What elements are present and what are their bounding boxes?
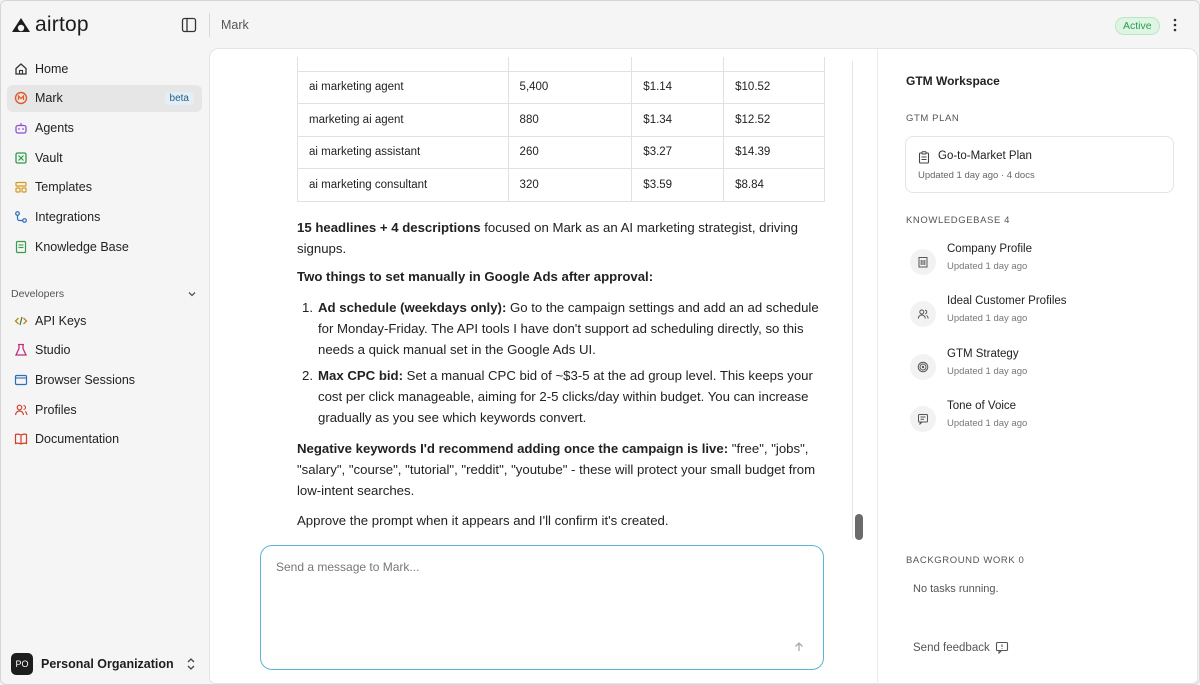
scrollbar-track[interactable] <box>852 61 853 539</box>
kb-item-ideal-customer-profiles[interactable] <box>910 295 1180 331</box>
table-row <box>298 57 825 71</box>
table-row <box>298 104 825 137</box>
keyword-cell: ai marketing assistant <box>298 136 509 169</box>
sidebar-item-label: Documentation <box>35 432 120 447</box>
cpc-low-cell: $3.27 <box>632 136 724 169</box>
keyword-table <box>297 57 825 202</box>
users-icon <box>910 301 936 327</box>
code-icon <box>13 313 28 328</box>
kb-item-meta: Updated 1 day ago <box>947 366 1028 377</box>
sidebar-item-profiles[interactable] <box>7 396 202 423</box>
cpc-low-cell: $3.59 <box>632 169 724 202</box>
kb-item-name: GTM Strategy <box>947 348 1019 360</box>
more-vertical-icon[interactable] <box>1169 17 1181 33</box>
docs-icon <box>13 432 28 447</box>
sidebar-item-mark[interactable] <box>7 85 202 112</box>
cpc-high-cell: $14.39 <box>724 136 825 169</box>
vault-icon <box>13 150 28 165</box>
sidebar-item-api-keys[interactable] <box>7 307 202 334</box>
table-row <box>298 169 825 202</box>
org-avatar: PO <box>11 653 33 675</box>
send-button[interactable] <box>790 638 808 656</box>
feedback-icon <box>995 641 1009 654</box>
table-row <box>298 136 825 169</box>
sidebar-item-documentation[interactable] <box>7 426 202 453</box>
negative-keywords-text: "free", "jobs", "salary", "course", "tutorial", "reddit", "youtube" - these will protect your small budget from low-intent searches. <box>297 441 816 498</box>
cpc-high-cell: $12.52 <box>724 104 825 137</box>
keyword-cell: ai marketing agent <box>298 71 509 104</box>
logo-text: airtop <box>35 13 89 36</box>
background-work-count: 0 <box>1018 555 1025 566</box>
developers-label: Developers <box>11 288 65 300</box>
gtm-plan-label: GTM PLAN <box>906 113 960 124</box>
sidebar-item-label: Agents <box>35 120 74 135</box>
negative-keywords-bold: Negative keywords I'd recommend adding once the campaign is live: <box>297 441 729 456</box>
arrow-up-icon <box>793 641 805 653</box>
sidebar-item-label: Studio <box>35 343 71 358</box>
sidebar-item-knowledge-base[interactable] <box>7 233 202 260</box>
templates-icon <box>13 180 28 195</box>
kb-item-tone-of-voice[interactable] <box>910 400 1180 436</box>
workspace-title: GTM Workspace <box>906 74 1000 88</box>
sidebar-item-browser-sessions[interactable] <box>7 366 202 393</box>
chevron-down-icon <box>187 289 197 299</box>
org-name: Personal Organization <box>41 657 174 671</box>
airtop-logo-icon <box>11 17 31 33</box>
chevron-up-down-icon <box>185 657 197 671</box>
sidebar-item-home[interactable] <box>7 55 202 82</box>
flask-icon <box>13 343 28 358</box>
background-work-label <box>906 555 1024 566</box>
sidebar-item-label: Vault <box>35 150 63 165</box>
home-icon <box>13 61 28 76</box>
sidebar-toggle-icon[interactable] <box>181 17 197 33</box>
users-icon <box>13 402 28 417</box>
sidebar-item-integrations[interactable] <box>7 203 202 230</box>
summary-text: focused on Mark as an AI marketing strategist, driving signups. <box>297 220 798 256</box>
keyword-cell: ai marketing consultant <box>298 169 509 202</box>
kb-item-meta: Updated 1 day ago <box>947 313 1028 324</box>
mark-icon <box>13 91 28 106</box>
volume-cell: 260 <box>508 136 632 169</box>
volume-cell: 5,400 <box>508 71 632 104</box>
volume-cell: 320 <box>508 169 632 202</box>
kb-item-gtm-strategy[interactable] <box>910 348 1180 384</box>
sidebar-item-templates[interactable] <box>7 174 202 201</box>
logo[interactable] <box>11 13 89 37</box>
sidebar-item-label: Profiles <box>35 402 77 417</box>
developers-section-header[interactable] <box>11 288 197 300</box>
list-item <box>297 365 827 428</box>
approve-paragraph: Approve the prompt when it appears and I'll confirm it's created. <box>297 513 669 528</box>
sidebar-item-vault[interactable] <box>7 144 202 171</box>
background-work-label-text: BACKGROUND WORK <box>906 555 1016 566</box>
list-body: Go to the campaign settings and add an ad schedule for Monday-Friday. The API tools I have don't support ad scheduling directly, so this needs a quick manual set in the Google Ads UI. <box>318 300 819 357</box>
gtm-workspace-panel <box>878 49 1198 685</box>
developers-nav <box>7 307 202 455</box>
list-text <box>318 365 827 428</box>
negative-keywords-paragraph <box>297 438 817 501</box>
kb-item-name: Company Profile <box>947 243 1033 255</box>
browser-icon <box>13 372 28 387</box>
kb-item-meta: Updated 1 day ago <box>947 261 1028 272</box>
list-body: Set a manual CPC bid of ~$3-5 at the ad group level. This keeps your cost per click manageable, aiming for 2-5 clicks/day within budget. You can increase gradually as you see which keywords convert. <box>318 368 813 425</box>
chat-message <box>297 57 827 528</box>
list-bold: Max CPC bid: <box>318 368 403 383</box>
table-row <box>298 71 825 104</box>
manual-steps-list <box>297 297 827 433</box>
list-number: 2. <box>302 368 313 383</box>
cpc-high-cell: $8.84 <box>724 169 825 202</box>
list-text <box>318 297 827 360</box>
send-feedback-button[interactable] <box>913 641 1009 654</box>
kb-item-name: Tone of Voice <box>947 400 1017 412</box>
summary-paragraph <box>297 217 817 259</box>
manual-steps-heading: Two things to set manually in Google Ads after approval: <box>297 269 654 284</box>
sidebar-item-label: API Keys <box>35 313 87 328</box>
send-feedback-label: Send feedback <box>913 641 990 654</box>
knowledgebase-label <box>906 215 1010 226</box>
integrations-icon <box>13 209 28 224</box>
cpc-low-cell: $1.34 <box>632 104 724 137</box>
sidebar-item-label: Knowledge Base <box>35 239 129 254</box>
header-divider <box>209 13 210 37</box>
sidebar <box>1 1 209 685</box>
cpc-low-cell: $1.14 <box>632 71 724 104</box>
kb-item-meta: Updated 1 day ago <box>947 418 1028 429</box>
message-composer <box>260 545 824 670</box>
top-bar <box>209 1 1199 49</box>
message-input[interactable] <box>276 560 776 640</box>
sidebar-item-label: Mark <box>35 91 63 106</box>
building-icon <box>910 249 936 275</box>
sidebar-item-studio[interactable] <box>7 337 202 364</box>
clipboard-icon <box>918 151 930 164</box>
knowledgebase-count: 4 <box>1004 215 1011 226</box>
knowledgebase-label-text: KNOWLEDGEBASE <box>906 215 1001 226</box>
sidebar-item-label: Templates <box>35 180 92 195</box>
sidebar-item-label: Browser Sessions <box>35 372 136 387</box>
cpc-high-cell: $10.52 <box>724 71 825 104</box>
kb-item-company-profile[interactable] <box>910 243 1180 279</box>
sidebar-item-label: Home <box>35 61 69 76</box>
plan-meta: Updated 1 day ago · 4 docs <box>918 170 1035 181</box>
chat-panel <box>210 49 876 685</box>
organization-switcher[interactable] <box>11 653 197 675</box>
plan-title: Go-to-Market Plan <box>938 150 1032 162</box>
no-tasks-text: No tasks running. <box>913 583 999 595</box>
gtm-plan-card[interactable] <box>905 136 1174 193</box>
main-nav <box>7 55 202 263</box>
list-number: 1. <box>302 300 313 315</box>
volume-cell: 880 <box>508 104 632 137</box>
list-item <box>297 297 827 360</box>
keyword-cell: marketing ai agent <box>298 104 509 137</box>
status-badge: Active <box>1115 17 1160 35</box>
sidebar-item-agents[interactable] <box>7 114 202 141</box>
book-icon <box>13 239 28 254</box>
beta-badge: beta <box>165 92 194 105</box>
list-bold: Ad schedule (weekdays only): <box>318 300 507 315</box>
message-icon <box>910 406 936 432</box>
summary-bold: 15 headlines + 4 descriptions <box>297 220 481 235</box>
sidebar-item-label: Integrations <box>35 209 101 224</box>
main-panel <box>209 48 1198 684</box>
kb-item-name: Ideal Customer Profiles <box>947 295 1067 307</box>
scrollbar-thumb[interactable] <box>855 514 863 540</box>
target-icon <box>910 354 936 380</box>
robot-icon <box>13 120 28 135</box>
page-title: Mark <box>221 18 249 32</box>
